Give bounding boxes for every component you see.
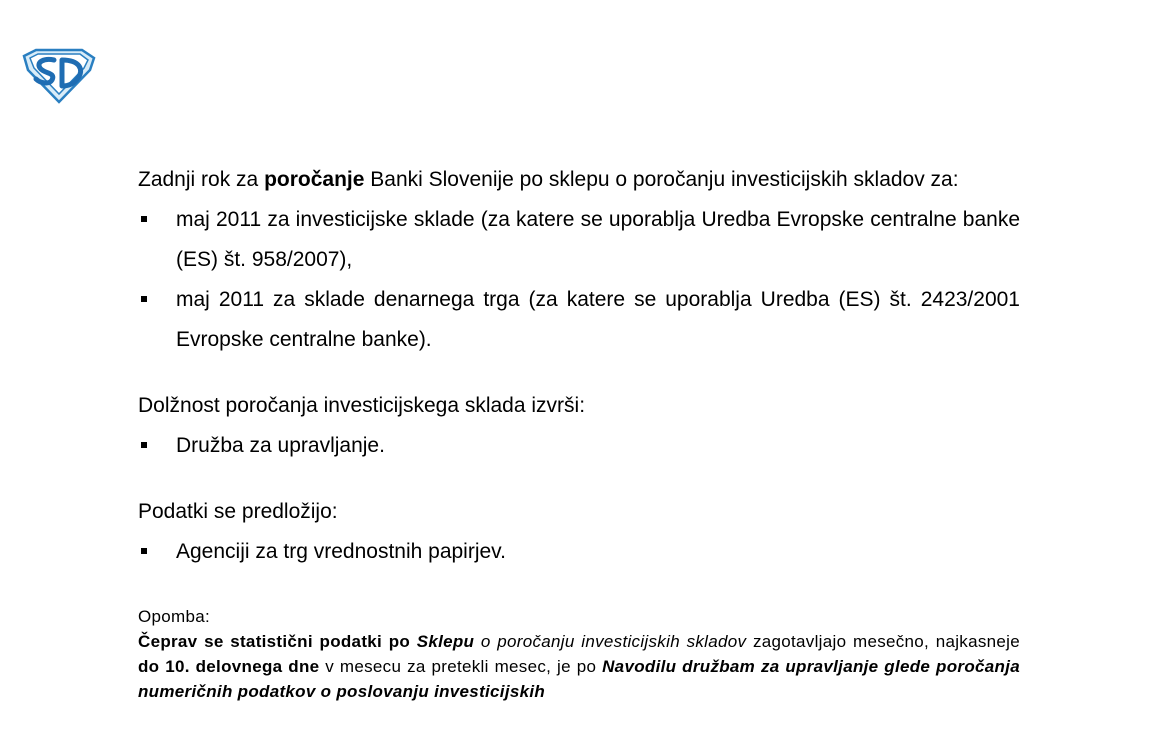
company-logo — [22, 48, 96, 104]
section3-list — [138, 532, 1020, 572]
bullet-square-icon — [141, 548, 147, 554]
list-item: Agenciji za trg vrednostnih papirjev. — [138, 532, 1020, 572]
section1-intro: Zadnji rok za poročanje Banki Slovenije po sklepu o poročanju investicijskih skladov za: — [138, 168, 959, 191]
list-item: Družba za upravljanje. — [138, 426, 1020, 466]
note-title: Opomba: — [138, 607, 211, 626]
list-item: maj 2011 za investicijske sklade (za katere se uporablja Uredba Evropske centralne banke (ES) št. 958/2007), — [138, 200, 1020, 280]
section2-intro: Dolžnost poročanja investicijskega sklada izvrši: — [138, 394, 586, 417]
section3-intro: Podatki se predložijo: — [138, 500, 338, 523]
note-text: Čeprav se statistični podatki po Sklepu o poročanju investicijskih skladov zagotavljajo mesečno, najkasneje do 10. delovnega dne v mesecu za pretekli mesec, je po Navodilu družbam za upravljanje glede poročanja numeričnih podatkov o poslovanju investicijskih — [138, 632, 1020, 701]
bullet-square-icon — [141, 442, 147, 448]
document-body — [138, 160, 1020, 704]
bullet-square-icon — [141, 216, 147, 222]
bullet-square-icon — [141, 296, 147, 302]
section2-list — [138, 426, 1020, 466]
section1-list — [138, 200, 1020, 360]
sd-shield-icon — [22, 48, 96, 104]
list-item: maj 2011 za sklade denarnega trga (za katere se uporablja Uredba (ES) št. 2423/2001 Evropske centralne banke). — [138, 280, 1020, 360]
